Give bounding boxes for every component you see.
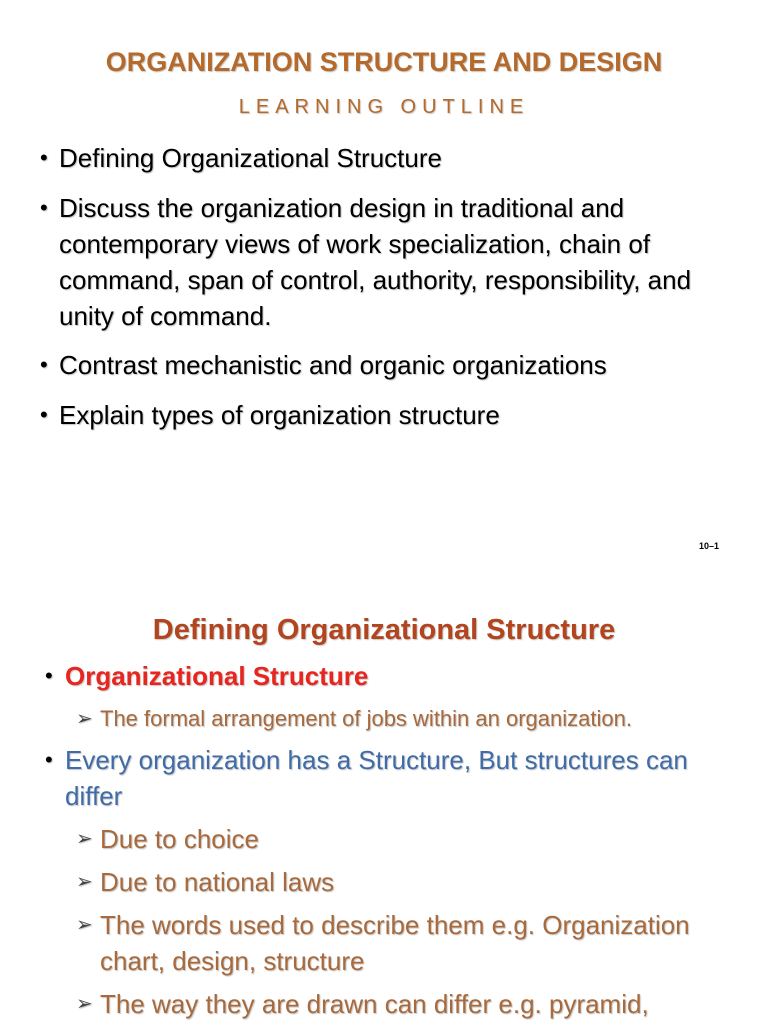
bullet-text: Discuss the organization design in traditional and contemporary views of work specialization, chain of command, span of control, authority, responsibility, and unity of command. xyxy=(59,193,692,331)
sub-bullet-item xyxy=(76,907,756,979)
bullet-item xyxy=(40,140,740,176)
page-number: 10–1 xyxy=(699,541,720,551)
bullet-text: Defining Organizational Structure xyxy=(59,143,442,173)
sub-bullet-text: The words used to describe them e.g. Organization chart, design, structure xyxy=(100,910,690,976)
bullet-item xyxy=(40,397,740,433)
sub-bullet-text: Due to national laws xyxy=(100,867,335,897)
sub-bullet-item xyxy=(76,864,756,900)
bullet-dot: • xyxy=(40,195,48,220)
bullet-dot: • xyxy=(45,663,53,688)
arrow-bullet-icon: ➢ xyxy=(76,828,93,850)
arrow-bullet-icon: ➢ xyxy=(76,871,93,893)
sub-bullet-text: Due to choice xyxy=(100,824,259,854)
slide-subtitle: LEARNING OUTLINE xyxy=(238,96,530,118)
bullet-dot: • xyxy=(40,352,48,377)
term-heading: Organizational Structure xyxy=(65,661,369,691)
sub-bullet-text: The way they are drawn can differ e.g. pyramid, xyxy=(100,989,649,1019)
sub-bullet-item xyxy=(76,704,756,734)
bullet-item xyxy=(40,190,740,334)
bullet-dot: • xyxy=(40,402,48,427)
slide-title: ORGANIZATION STRUCTURE AND DESIGN xyxy=(105,47,663,77)
arrow-bullet-icon: ➢ xyxy=(76,914,93,936)
sub-bullet-text: The formal arrangement of jobs within an organization. xyxy=(100,706,632,731)
bullet-item xyxy=(45,658,745,694)
arrow-bullet-icon: ➢ xyxy=(76,708,93,730)
bullet-text: Contrast mechanistic and organic organizations xyxy=(59,350,607,380)
sub-bullet-item xyxy=(76,986,756,1022)
bullet-dot: • xyxy=(40,145,48,170)
slide-2 xyxy=(0,574,768,1024)
bullet-text: Every organization has a Structure, But structures can differ xyxy=(65,745,688,811)
slide-title: Defining Organizational Structure xyxy=(152,614,616,646)
bullet-text: Explain types of organization structure xyxy=(59,400,500,430)
bullet-dot: • xyxy=(45,747,53,772)
arrow-bullet-icon: ➢ xyxy=(76,993,93,1015)
bullet-item xyxy=(40,347,740,383)
bullet-item xyxy=(45,742,745,814)
sub-bullet-item xyxy=(76,821,756,857)
